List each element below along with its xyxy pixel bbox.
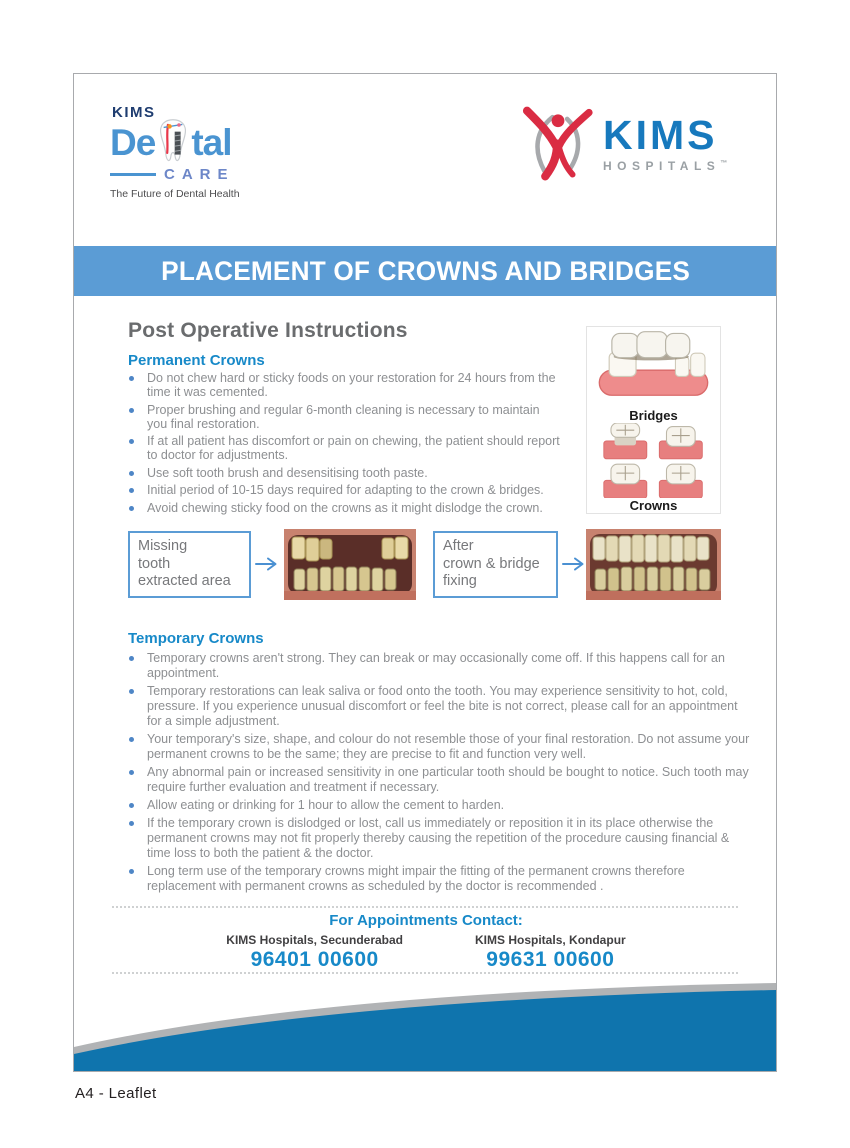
hospitals-logo-hospitals-text: HOSPITALS™	[603, 159, 728, 173]
list-item: Any abnormal pain or increased sensitivity in one particular tooth should be bought to notice. Such tooth may require further evaluation and treatment if necessary.	[128, 765, 752, 795]
tooth-implant-icon	[156, 115, 190, 167]
post-operative-heading: Post Operative Instructions	[128, 319, 408, 342]
bullet-dot-icon	[129, 869, 134, 874]
bullet-dot-icon	[129, 821, 134, 826]
list-item: Temporary crowns aren't strong. They can break or may occasionally come off. If this happens call for an appointment.	[128, 651, 752, 681]
permanent-crowns-heading: Permanent Crowns	[128, 352, 265, 369]
hospitals-logo-kims-text: KIMS	[603, 112, 718, 158]
format-label: A4 - Leaflet	[75, 1085, 157, 1102]
arrow-right-icon	[255, 556, 281, 572]
list-item: Avoid chewing sticky food on the crowns as it might dislodge the crown.	[128, 501, 560, 515]
dotted-separator	[112, 906, 738, 908]
after-fixing-photo	[586, 529, 721, 600]
bullet-dot-icon	[129, 803, 134, 808]
dental-logo-word-left: De	[110, 122, 156, 163]
missing-teeth-photo	[284, 529, 416, 600]
contact-kondapur	[475, 933, 626, 972]
appointments-contacts	[74, 933, 777, 972]
hospital-name: KIMS Hospitals, Secunderabad	[226, 933, 404, 947]
bullet-dot-icon	[129, 506, 134, 511]
trademark-symbol: ™	[720, 160, 728, 167]
footer-swoosh-graphic	[74, 979, 777, 1071]
list-item: If the temporary crown is dislodged or lost, call us immediately or reposition it in its place otherwise the permanent crowns may not fit properly thereby causing the repetition of the procedure causing financial & time loss to both the patient & the doctor.	[128, 816, 752, 861]
bullet-dot-icon	[129, 737, 134, 742]
kims-dental-care-logo	[110, 104, 260, 200]
bridges-illustration	[588, 329, 719, 408]
bullet-dot-icon	[129, 471, 134, 476]
crowns-illustration	[588, 423, 719, 498]
leaflet-page	[73, 73, 777, 1072]
dental-logo-kims-text: KIMS	[112, 104, 156, 121]
temporary-crowns-list	[128, 651, 752, 897]
list-item: If at all patient has discomfort or pain on chewing, the patient should report to doctor for adjustments.	[128, 434, 560, 462]
crowns-label: Crowns	[629, 498, 678, 513]
contact-secunderabad	[226, 933, 403, 972]
list-item: Allow eating or drinking for 1 hour to allow the cement to harden.	[128, 798, 752, 813]
permanent-crowns-list	[128, 371, 560, 518]
title-banner	[74, 246, 777, 296]
list-item: Proper brushing and regular 6-month cleaning is necessary to maintain you final restoration.	[128, 403, 560, 431]
list-item: Do not chew hard or sticky foods on your restoration for 24 hours from the time it was cemented.	[128, 371, 560, 399]
after-fixing-callout: After crown & bridge fixing	[433, 531, 558, 598]
dental-logo-care-text: CARE	[164, 166, 235, 183]
bullet-dot-icon	[129, 376, 134, 381]
bullet-dot-icon	[129, 770, 134, 775]
list-item: Your temporary's size, shape, and colour do not resemble those of your final restoration. Do not assume your permanent crowns to be the same; they are precise to fit and function very well.	[128, 732, 752, 762]
bullet-dot-icon	[129, 689, 134, 694]
bullet-dot-icon	[129, 439, 134, 444]
bridges-label: Bridges	[629, 407, 678, 423]
arrow-right-icon	[562, 556, 588, 572]
temporary-crowns-heading: Temporary Crowns	[128, 630, 264, 647]
bullet-dot-icon	[129, 656, 134, 661]
bridges-crowns-figure	[586, 326, 721, 514]
page-title: PLACEMENT OF CROWNS AND BRIDGES	[161, 255, 691, 286]
list-item: Temporary restorations can leak saliva or food onto the tooth. You may experience sensitivity to hot, cold, pressure. If you experience unusual discomfort or feel the bite is not correct, please call for an appointment for a simple adjustment.	[128, 684, 752, 729]
bullet-dot-icon	[129, 488, 134, 493]
phone-number: 99631 00600	[486, 948, 615, 971]
bullet-dot-icon	[129, 408, 134, 413]
list-item: Use soft tooth brush and desensitising tooth paste.	[128, 466, 560, 480]
person-figure-icon	[517, 104, 599, 184]
hospital-name: KIMS Hospitals, Kondapur	[475, 933, 626, 947]
dotted-separator	[112, 972, 738, 974]
kims-hospitals-logo	[517, 104, 727, 184]
list-item: Initial period of 10-15 days required for adapting to the crown & bridges.	[128, 483, 560, 497]
care-underline	[110, 173, 156, 176]
missing-tooth-callout: Missing tooth extracted area	[128, 531, 251, 598]
dental-logo-tagline: The Future of Dental Health	[110, 188, 240, 200]
phone-number: 96401 00600	[250, 948, 379, 971]
dental-logo-word-right: tal	[191, 122, 232, 163]
appointments-heading: For Appointments Contact:	[329, 912, 523, 929]
list-item: Long term use of the temporary crowns might impair the fitting of the permanent crowns therefore replacement with permanent crowns as scheduled by the doctor is recommended .	[128, 864, 752, 894]
